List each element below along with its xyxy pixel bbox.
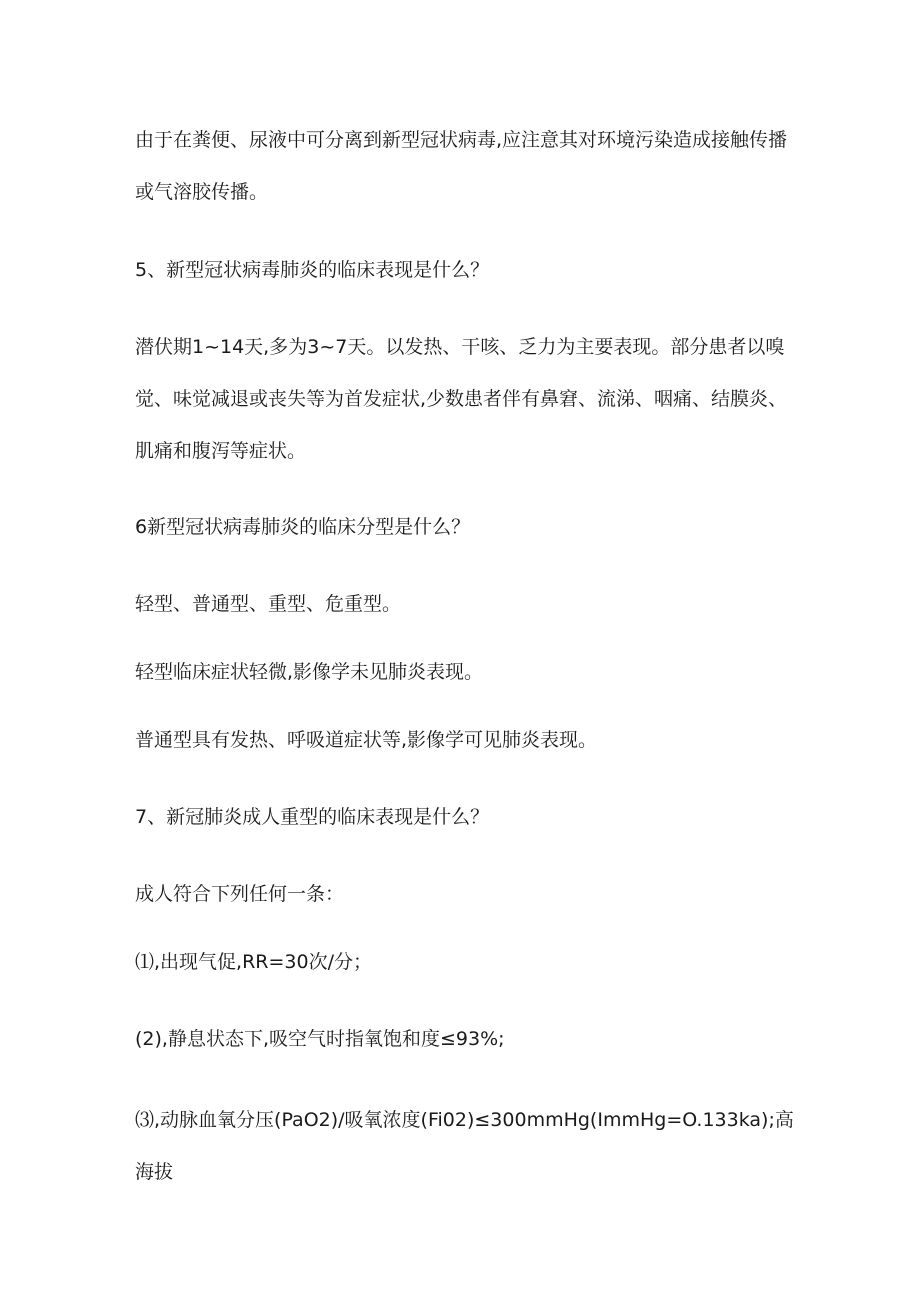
paragraph-mild-type: 轻型临床症状轻微,影像学未见肺炎表现。 [135,661,484,683]
paragraph-criteria-intro: 成人符合下列任何一条： [135,883,345,905]
paragraph-common-type: 普通型具有发热、呼吸道症状等,影像学可见肺炎表现。 [135,729,598,751]
list-item-criterion-3: ⑶,动脉血氧分压(PaO2)/吸氧浓度(Fi02)≤300mmHg(ImmHg=O.133ka);高海拔 [135,1109,794,1183]
heading-question-7: 7、新冠肺炎成人重型的临床表现是什么？ [135,806,490,828]
paragraph-clinical-manifestations: 潜伏期1~14天,多为3~7天。以发热、干咳、乏力为主要表现。部分患者以嗅觉、味觉减退或丧失等为首发症状,少数患者伴有鼻窘、流涕、咽痛、结膜炎、肌痛和腹泻等症状。 [135,336,788,462]
paragraph-transmission: 由于在粪便、尿液中可分离到新型冠状病毒,应注意其对环境污染造成接触传播或气溶胶传播。 [135,129,788,203]
list-item-criterion-1: ⑴,出现气促,RR=30次/分； [135,951,372,973]
list-item-criterion-2: (2),静息状态下,吸空气时指氧饱和度≤93%; [135,1028,505,1050]
heading-question-5: 5、新型冠状病毒肺炎的临床表现是什么？ [135,259,490,281]
paragraph-clinical-types: 轻型、普通型、重型、危重型。 [135,593,402,615]
heading-question-6: 6新型冠状病毒肺炎的临床分型是什么？ [135,516,471,538]
